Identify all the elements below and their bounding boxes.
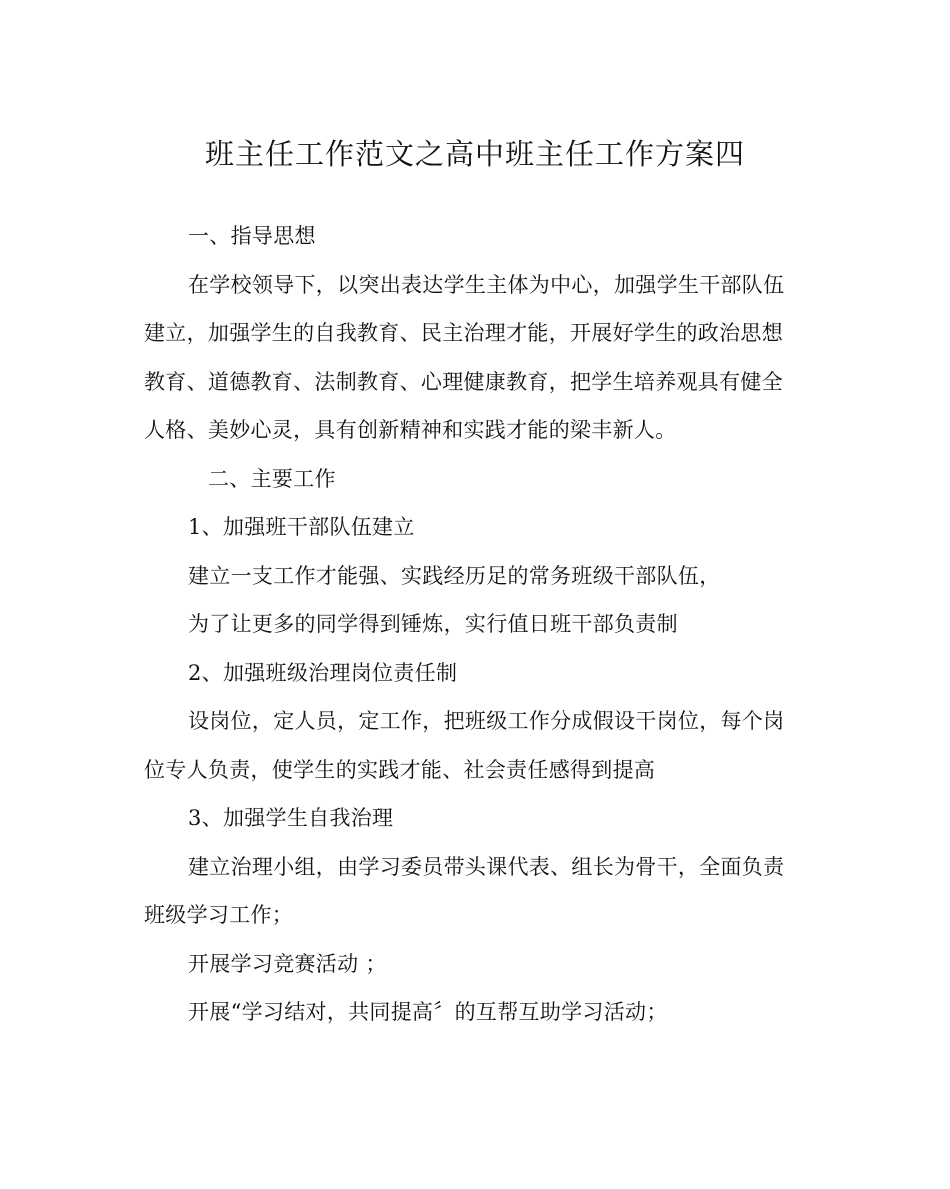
subsection-heading-2: 2、加强班级治理岗位责任制 <box>188 661 458 685</box>
paragraph-line: 位专人负责，使学生的实践才能、社会责任感得到提高 <box>144 758 656 782</box>
paragraph-line: 建立，加强学生的自我教育、民主治理才能，开展好学生的政治思想 <box>144 321 783 345</box>
paragraph-line: 开展“学习结对，共同提高〞的互帮互助学习活动； <box>188 1000 668 1024</box>
paragraph-line: 为了让更多的同学得到锤炼，实行值日班干部负责制 <box>188 612 678 636</box>
document-title: 班主任工作范文之高中班主任工作方案四 <box>204 137 745 171</box>
section-heading-main-work: 二、主要工作 <box>208 467 336 491</box>
paragraph-line: 班级学习工作； <box>144 903 294 927</box>
subsection-heading-1: 1、加强班干部队伍建立 <box>188 515 415 539</box>
paragraph-line: 开展学习竞赛活动 ； <box>188 952 387 976</box>
paragraph-line: 建立一支工作才能强、实践经历足的常务班级干部队伍， <box>188 564 721 588</box>
paragraph-line: 建立治理小组，由学习委员带头课代表、组长为骨干，全面负责 <box>188 855 785 879</box>
paragraph-line: 在学校领导下，以突出表达学生主体为中心，加强学生干部队伍 <box>188 273 785 297</box>
paragraph-line: 设岗位，定人员，定工作，把班级工作分成假设干岗位，每个岗 <box>188 709 785 733</box>
subsection-heading-3: 3、加强学生自我治理 <box>188 806 394 830</box>
paragraph-line: 教育、道德教育、法制教育、心理健康教育，把学生培养观具有健全 <box>144 370 783 394</box>
section-heading-guiding-ideology: 一、指导思想 <box>188 224 316 248</box>
paragraph-line: 人格、美妙心灵，具有创新精神和实践才能的梁丰新人。 <box>144 418 677 442</box>
